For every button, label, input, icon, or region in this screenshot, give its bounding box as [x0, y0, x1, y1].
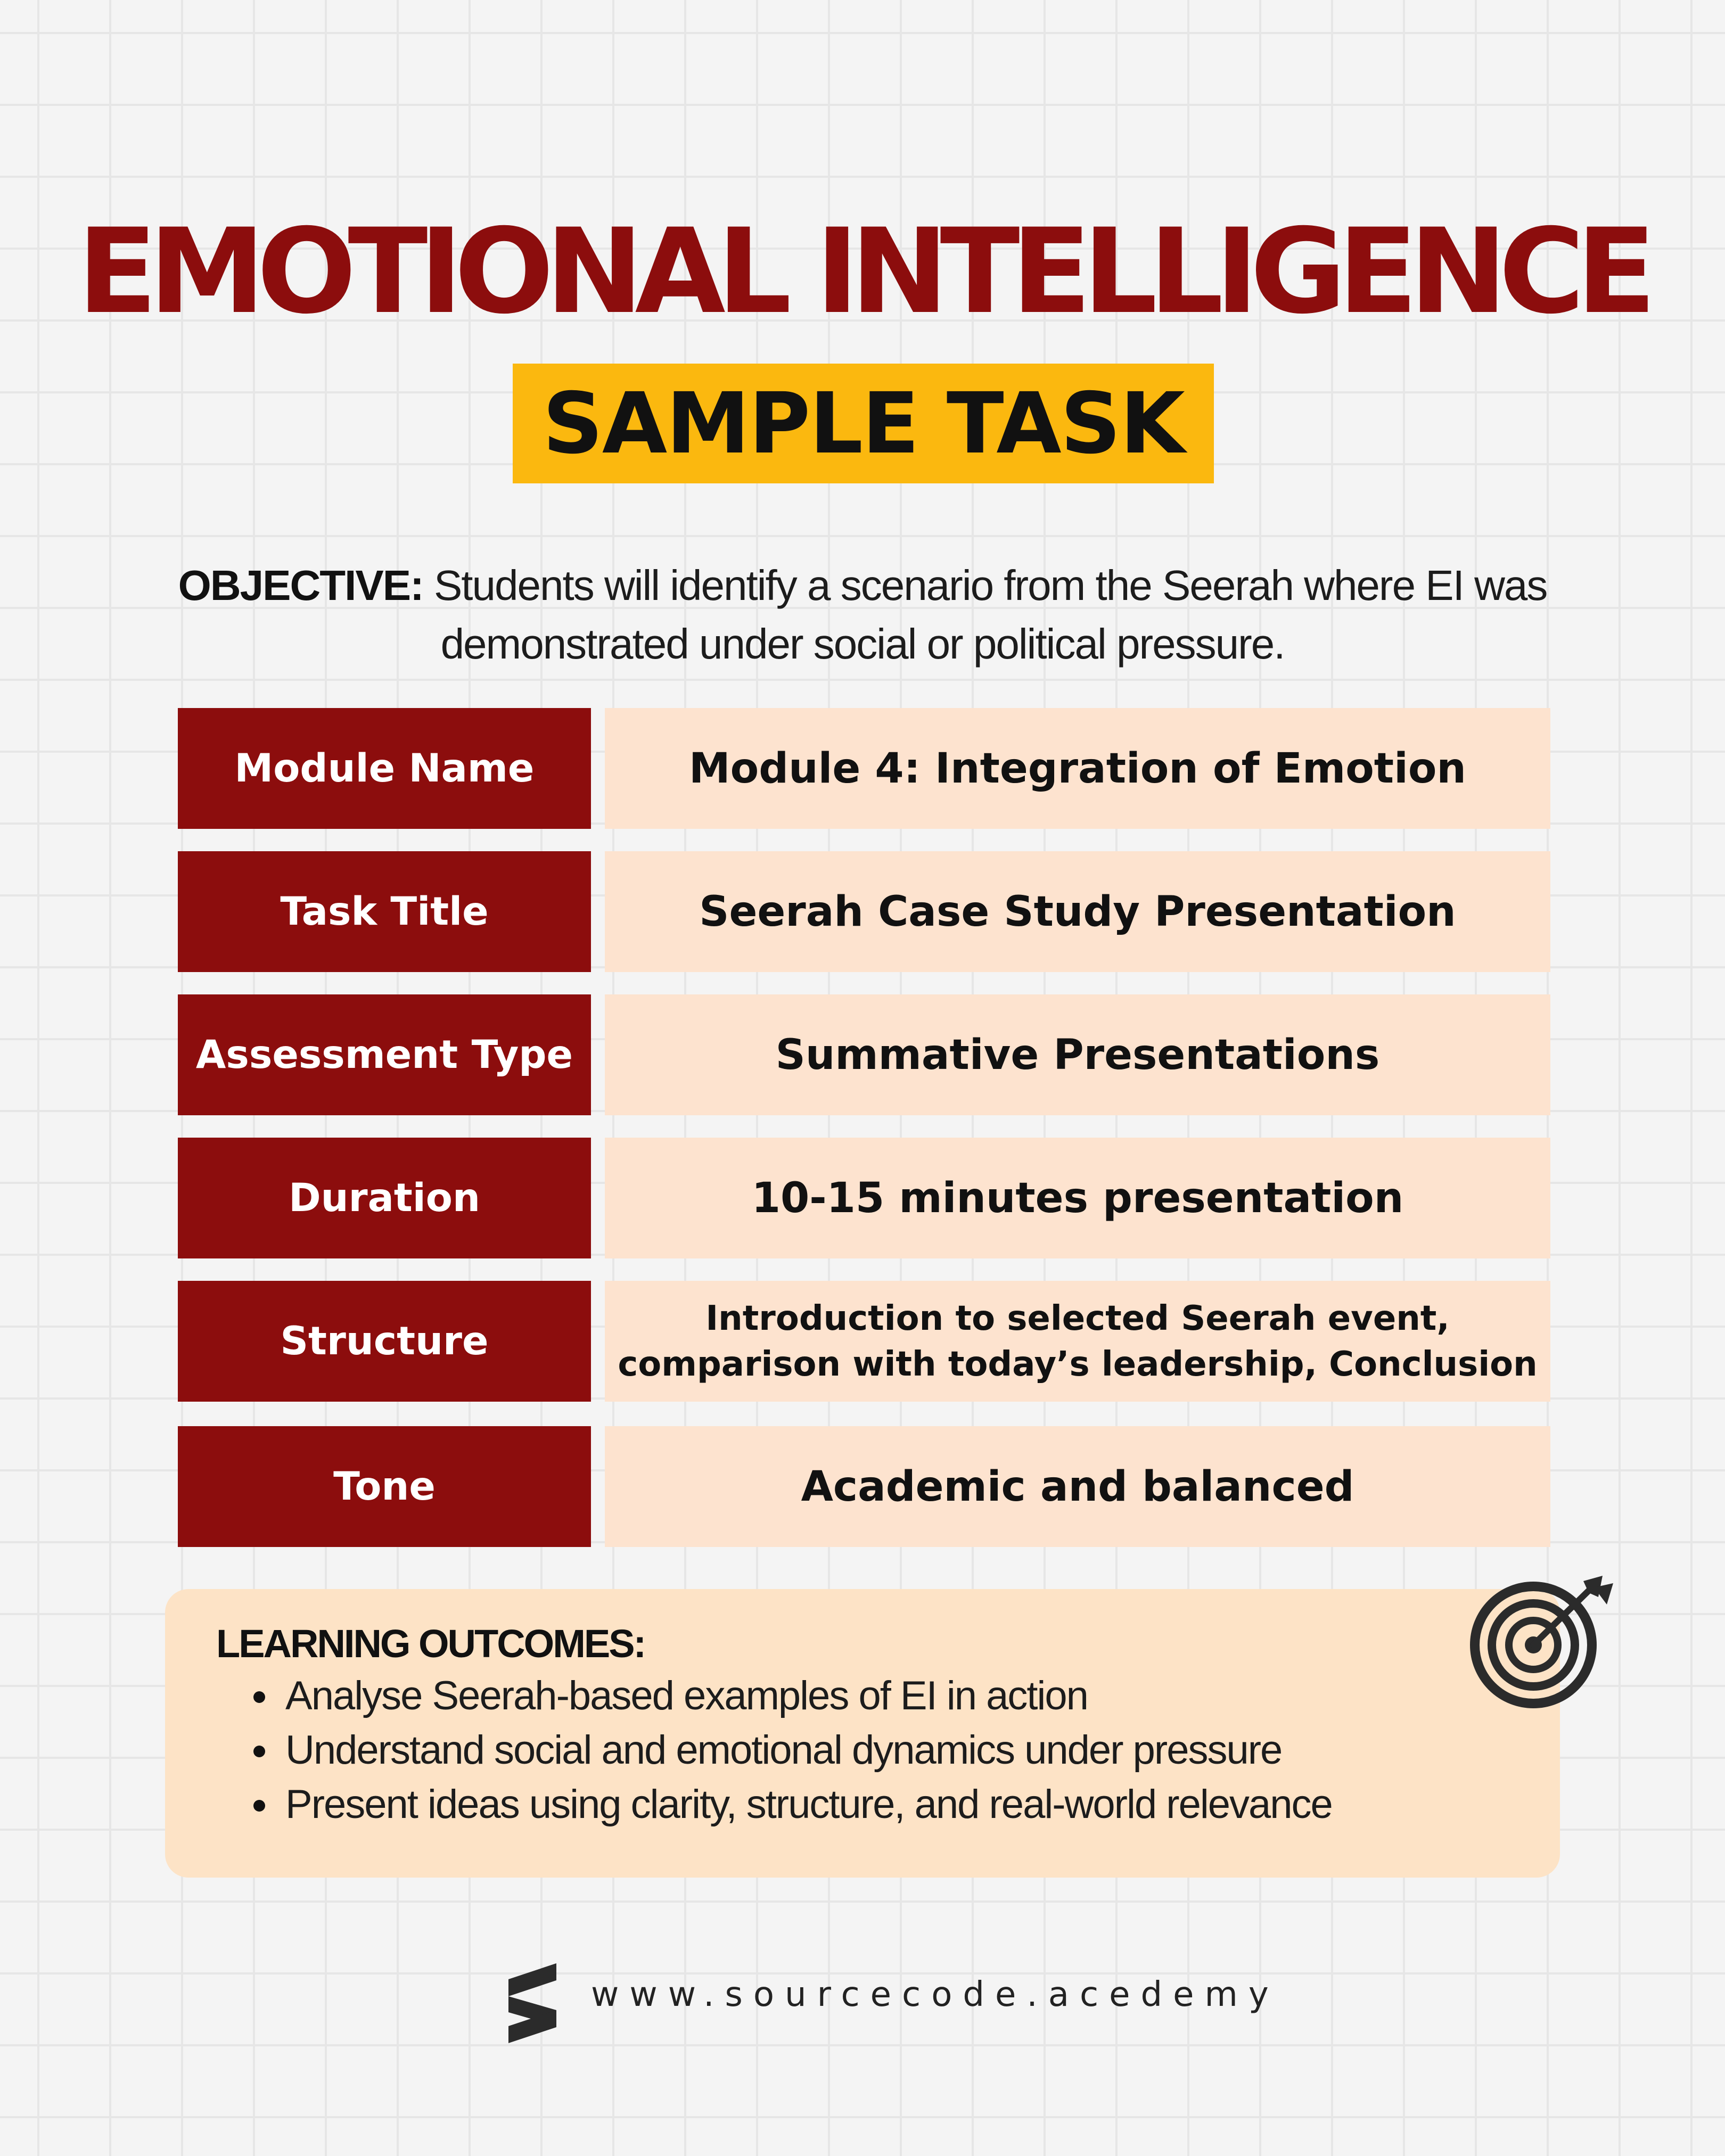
row-label: Duration [178, 1138, 591, 1258]
table-row [178, 1281, 1550, 1402]
learning-outcomes-list [216, 1669, 1332, 1832]
table-row [178, 1138, 1550, 1258]
row-label: Tone [178, 1426, 591, 1547]
table-row [178, 994, 1550, 1115]
row-value-line: comparison with today’s leadership, Conclusion [618, 1344, 1538, 1384]
table-row [178, 1426, 1550, 1547]
table-row [178, 708, 1550, 829]
row-value: 10-15 minutes presentation [605, 1138, 1550, 1258]
list-item: Understand social and emotional dynamics under pressure [216, 1723, 1332, 1778]
objective-label: OBJECTIVE: [178, 562, 423, 609]
row-value: Module 4: Integration of Emotion [605, 708, 1550, 829]
page-subtitle: SAMPLE TASK [543, 374, 1184, 473]
table-row [178, 851, 1550, 972]
list-item: Present ideas using clarity, structure, and real-world relevance [216, 1778, 1332, 1832]
row-label: Task Title [178, 851, 591, 972]
logo-icon [506, 1963, 559, 2043]
page-title: EMOTIONAL INTELLIGENCE [77, 203, 1648, 340]
objective-body: Students will identify a scenario from the Seerah where EI was demonstrated under social or political pressure. [423, 562, 1547, 668]
learning-outcomes-panel [165, 1589, 1560, 1878]
row-value: Academic and balanced [605, 1426, 1550, 1547]
footer [506, 1959, 1279, 2044]
row-value: Summative Presentations [605, 994, 1550, 1115]
row-value-line: Introduction to selected Seerah event, [705, 1298, 1450, 1338]
row-label: Assessment Type [178, 994, 591, 1115]
learning-outcomes-heading: LEARNING OUTCOMES: [216, 1622, 645, 1666]
row-label: Structure [178, 1281, 591, 1402]
row-value: Seerah Case Study Presentation [605, 851, 1550, 972]
row-label: Module Name [178, 708, 591, 829]
row-value [605, 1281, 1550, 1402]
subtitle-banner [513, 364, 1214, 483]
target-icon [1464, 1560, 1619, 1714]
objective-text [128, 556, 1597, 673]
list-item: Analyse Seerah-based examples of EI in action [216, 1669, 1332, 1723]
footer-url[interactable]: www.sourcecode.acedemy [591, 1975, 1279, 2014]
